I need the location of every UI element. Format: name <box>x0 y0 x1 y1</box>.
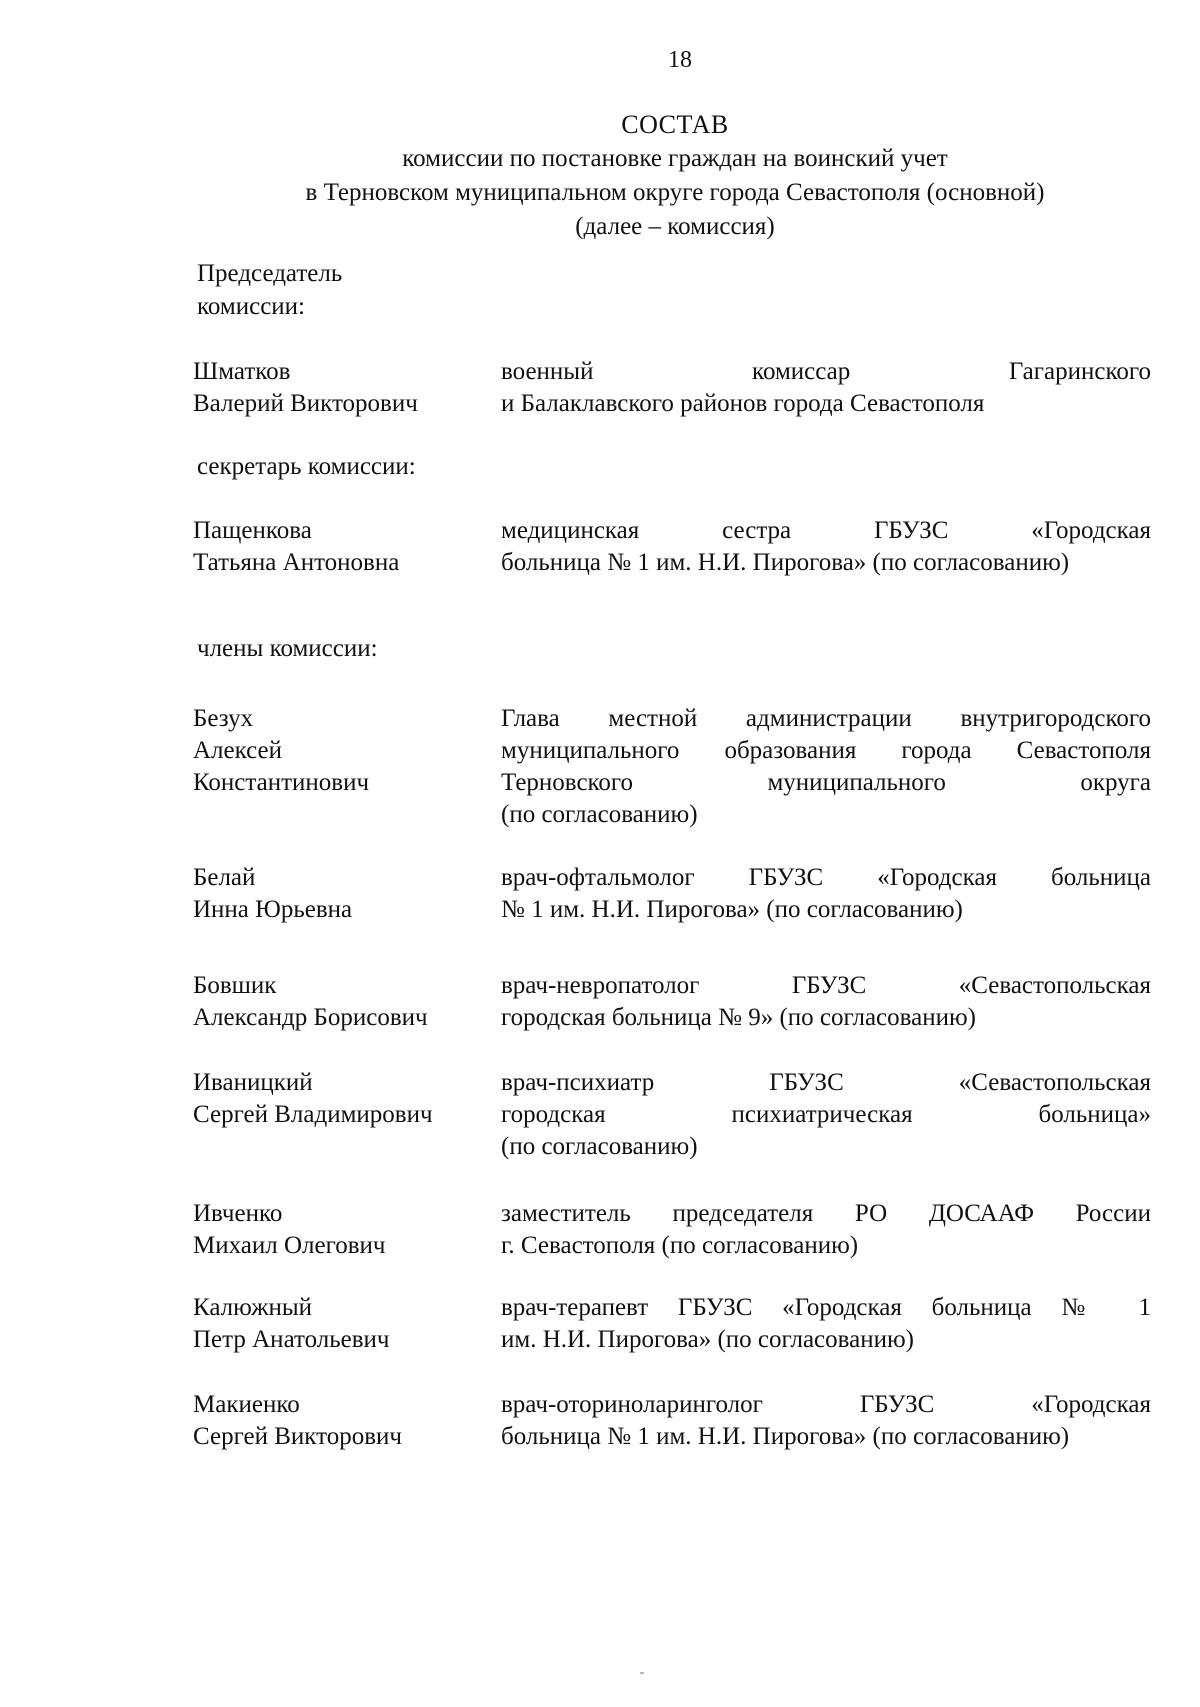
position-line: г. Севастополя (по согласованию) <box>501 1232 859 1259</box>
member-name <box>193 356 493 420</box>
member-given-name: Инна Юрьевна <box>193 896 353 923</box>
member-position <box>501 1198 1151 1262</box>
position-line: (по согласованию) <box>501 801 698 828</box>
member-surname: Белай <box>193 864 256 891</box>
position-line: № 1 им. Н.И. Пирогова» (по согласованию) <box>501 896 963 923</box>
position-line: Глава местной администрации внутригородского <box>501 705 1151 732</box>
position-line: больница № 1 им. Н.И. Пирогова» (по согласованию) <box>501 1423 1070 1450</box>
secretary-label: секретарь комиссии: <box>197 453 416 480</box>
position-line: городская психиатрическая больница» <box>501 1101 1151 1128</box>
position-line: врач-невропатолог ГБУЗС «Севастопольская <box>501 972 1151 999</box>
member-given-name: Петр Анатольевич <box>193 1326 390 1353</box>
member-given-name: Сергей Владимирович <box>193 1101 433 1128</box>
position-line: им. Н.И. Пирогова» (по согласованию) <box>501 1326 914 1353</box>
member-given-name: Валерий Викторович <box>193 390 418 417</box>
member-given-name: Александр Борисович <box>193 1004 428 1031</box>
member-surname: Безух <box>193 705 254 732</box>
scan-artifact <box>640 1672 644 1674</box>
member-name <box>193 970 493 1034</box>
position-line: муниципального образования города Севастополя <box>501 737 1151 764</box>
position-line: больница № 1 им. Н.И. Пирогова» (по согласованию) <box>501 549 1070 576</box>
position-line: военный комиссар Гагаринского <box>501 358 1151 385</box>
member-name <box>193 1198 493 1262</box>
member-name <box>193 515 493 579</box>
title-line-2: в Терновском муниципальном округе города Севастополя (основной) <box>305 179 1045 206</box>
title-line-3: (далее – комиссия) <box>575 213 775 240</box>
position-line: врач-терапевт ГБУЗС «Городская больница № 1 <box>501 1294 1151 1321</box>
member-position <box>501 1292 1151 1356</box>
title-heading: СОСТАВ <box>621 110 729 139</box>
member-name <box>193 1292 493 1356</box>
position-line: (по согласованию) <box>501 1133 698 1160</box>
member-patronymic: Константинович <box>193 769 370 796</box>
member-given-name: Татьяна Антоновна <box>193 549 400 576</box>
member-surname: Калюжный <box>193 1294 313 1321</box>
chairman-label-line-1: Председатель <box>197 260 343 287</box>
position-line: врач-оториноларинголог ГБУЗС «Городская <box>501 1391 1151 1418</box>
member-surname: Бовшик <box>193 972 277 999</box>
position-line: врач-офтальмолог ГБУЗС «Городская больница <box>501 864 1151 891</box>
position-line: заместитель председателя РО ДОСААФ России <box>501 1200 1151 1227</box>
member-position <box>501 1067 1151 1163</box>
member-position <box>501 970 1151 1034</box>
document-title <box>200 108 1150 244</box>
member-name <box>193 1389 493 1453</box>
chairman-label <box>197 257 342 323</box>
member-surname: Ивченко <box>193 1200 283 1227</box>
page-number: 18 <box>668 47 692 73</box>
member-surname: Шматков <box>193 358 291 385</box>
member-position <box>501 703 1151 831</box>
member-position <box>501 862 1151 926</box>
position-line: и Балаклавского районов города Севастополя <box>501 390 985 417</box>
member-position <box>501 515 1151 579</box>
title-line-1: комиссии по постановке граждан на воинский учет <box>402 145 948 172</box>
member-position <box>501 356 1151 420</box>
member-name <box>193 862 493 926</box>
member-name <box>193 703 493 799</box>
member-position <box>501 1389 1151 1453</box>
position-line: медицинская сестра ГБУЗС «Городская <box>501 517 1151 544</box>
member-surname: Макиенко <box>193 1391 300 1418</box>
position-line: Терновского муниципального округа <box>501 769 1151 796</box>
member-given-name: Алексей <box>193 737 283 764</box>
members-label: члены комиссии: <box>197 635 378 662</box>
member-given-name: Сергей Викторович <box>193 1423 402 1450</box>
member-given-name: Михаил Олегович <box>193 1232 386 1259</box>
position-line: врач-психиатр ГБУЗС «Севастопольская <box>501 1069 1151 1096</box>
member-name <box>193 1067 493 1131</box>
chairman-label-line-2: комиссии: <box>197 293 305 320</box>
member-surname: Иваницкий <box>193 1069 313 1096</box>
position-line: городская больница № 9» (по согласованию) <box>501 1004 976 1031</box>
member-surname: Пащенкова <box>193 517 312 544</box>
